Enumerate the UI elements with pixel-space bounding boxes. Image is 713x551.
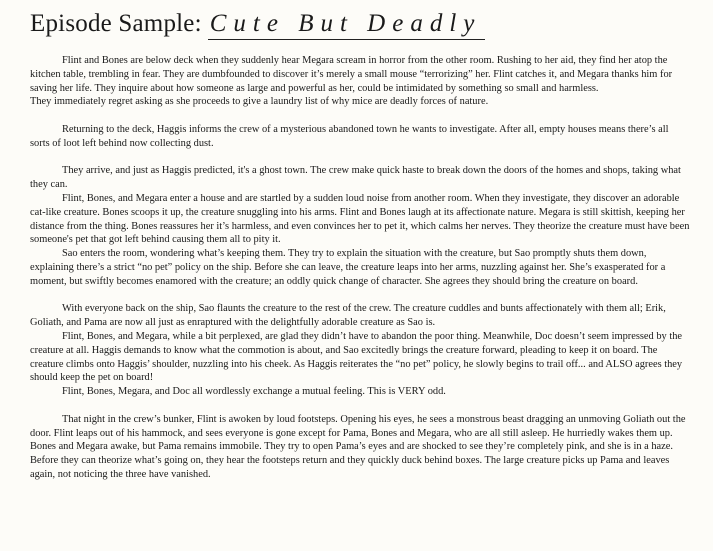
episode-title: Cute But Deadly — [208, 10, 486, 40]
title-row — [30, 10, 485, 40]
paragraph-sao-enters: Sao enters the room, wondering what’s keeping them. They try to explain the situation with the creature, but Sao promptly shuts them down, explaining there’s a strict “no pet” policy on the ship. Before she can leave, the creature leaps into her arms, nuzzling against her. She’s exasperated for a moment, but swiftly becomes enamored with the creature; an oddly quick change of character. She agrees they should bring the creature on board. — [30, 248, 666, 287]
paragraph-haggis-agrees: Flint, Bones, and Megara, while a bit perplexed, are glad they didn’t have to abandon the poor thing. Meanwhile, Doc doesn’t seem impressed by the creature at all. Haggis demands to know what the commotion is about, and Sao excitedly brings the creature forward, pleading to keep it on board. The creature climbs onto Haggis’ shoulder, nuzzling into his cheek. As Haggis reiterates the “no pet” policy, he slowly begins to trail off... and ALSO agrees they should keep the pet on board! — [30, 330, 683, 384]
paragraph-night-bunker: That night in the crew’s bunker, Flint is awoken by loud footsteps. Opening his eyes, he sees a monstrous beast dragging an unmoving Goliath out the door. Flint leaps out of his hammock, and sees everyone is gone except for Pama, Bones and Megara, who are all still asleep. He hurriedly wakes them up. Bones and Megara awake, but Pama remains immobile. They try to open Pama’s eyes and are shocked to see they’re completely pink, and she is in a haze. Before they can theorize what’s going on, they hear the footsteps return and they quickly duck behind boxes. The large creature picks up Pama and leaves again, not noticing the three have vanished. — [30, 413, 686, 480]
paragraph-ghost-town: They arrive, and just as Haggis predicted, it's a ghost town. The crew make quick haste to break down the doors of the homes and shops, taking what they can. — [30, 165, 681, 191]
paragraph-very-odd: Flint, Bones, Megara, and Doc all wordlessly exchange a mutual feeling. This is VERY odd. — [62, 386, 446, 398]
paragraph-back-on-ship: With everyone back on the ship, Sao flaunts the creature to the rest of the crew. The creature cuddles and bunts affectionately with them all; Erik, Goliath, and Pama are now all just as enraptured with the delightfully adorable creature as Sao is. — [30, 303, 666, 329]
paragraph-mouse: Flint and Bones are below deck when they suddenly hear Megara scream in horror from the other room. Rushing to her aid, they find her atop the kitchen table, trembling in fear. They are dumbfounded to discover it’s merely a small mouse “terrorizing” her. Flint catches it, and Megara thanks him for saving her life. They inquire about how someone as large and powerful as her, could be intimidated by something so small and harmless. — [30, 55, 673, 94]
episode-summary — [30, 54, 690, 482]
paragraph-abandoned-town: Returning to the deck, Haggis informs the crew of a mysterious abandoned town he wants to investigate. After all, empty houses means there’s all sorts of loot left behind now collecting dust. — [30, 123, 669, 149]
paragraph-creature-found: Flint, Bones, and Megara enter a house and are startled by a sudden loud noise from another room. When they investigate, they discover an adorable cat-like creature. Bones scoops it up, the creature snuggling into his arms. Flint and Bones laugh at its affectionate nature. Megara is still skittish, keeping her distance from the thing. Bones reassures her it’s harmless, and even convinces her to pet it, which calms her nerves. They theorize the creature must have been someone's pet that got left behind causing them all to pity it. — [30, 192, 690, 246]
page-title: Episode Sample: — [30, 10, 202, 37]
paragraph-regret: They immediately regret asking as she proceeds to give a laundry list of why mice are deadly forces of nature. — [30, 96, 489, 108]
